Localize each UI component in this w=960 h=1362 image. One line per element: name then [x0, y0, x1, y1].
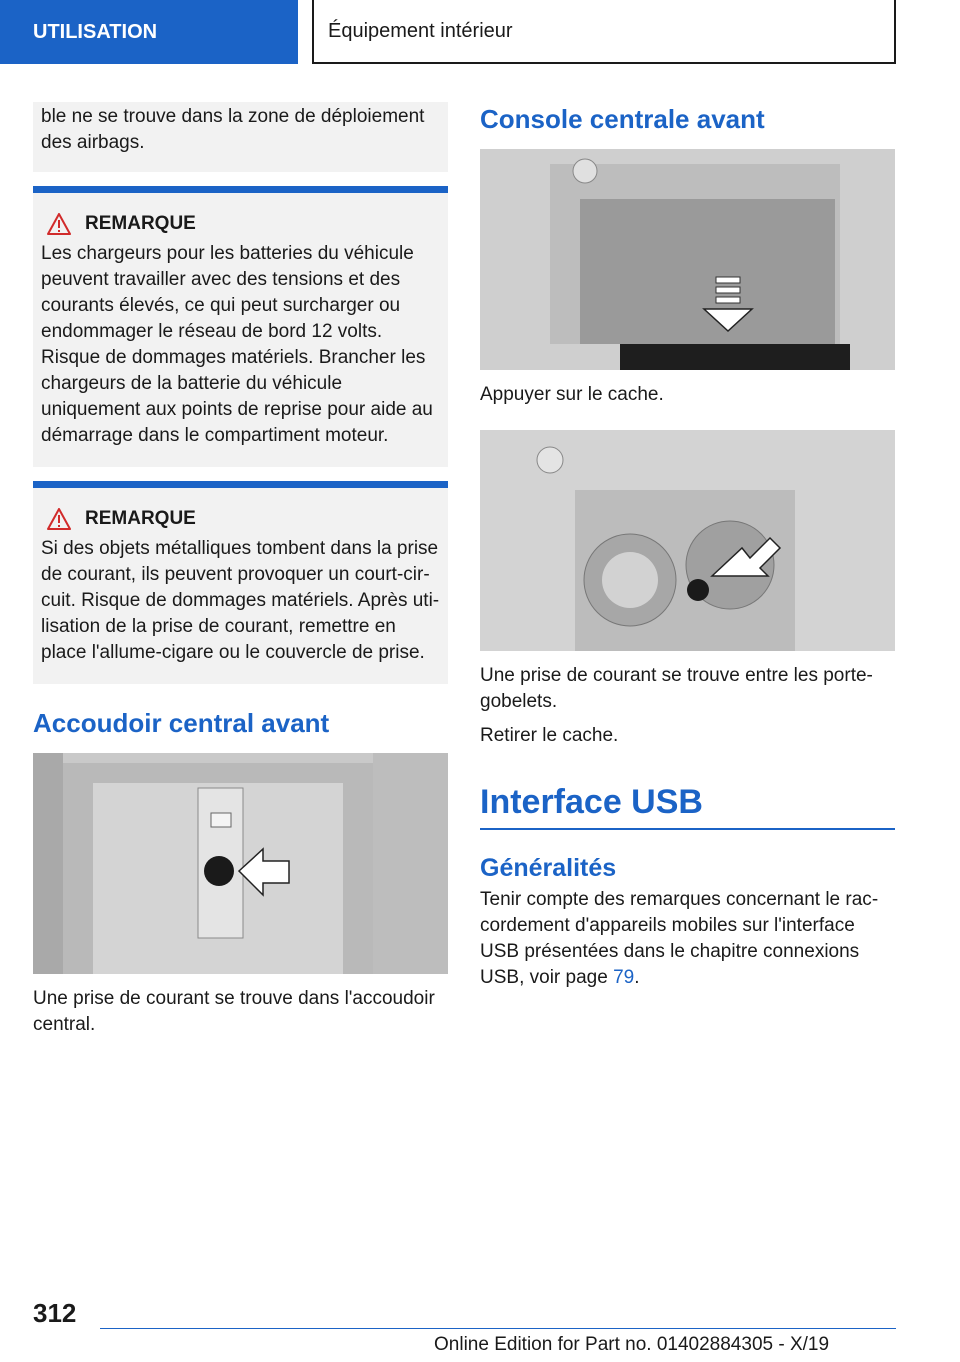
armrest-caption: Une prise de courant se trouve dans l'accoudoir central.: [33, 988, 435, 1035]
left-column: [33, 102, 448, 1038]
right-column: [480, 102, 895, 991]
page-number: 312: [33, 1298, 77, 1328]
heading-general: Généralités: [480, 854, 617, 882]
armrest-socket-photo: [33, 753, 448, 974]
continued-text: ble ne se trouve dans la zone de déploiement des airbags.: [41, 106, 425, 153]
section-heading-console: Console centrale avant: [480, 104, 765, 134]
header-section-tab: UTILISATION: [0, 0, 298, 64]
warning-triangle-icon: [47, 508, 71, 530]
console-cover-photo: [480, 149, 895, 370]
usb-body-sentence: Tenir compte des remarques concernant le raccordement d'appareils mobiles sur l'interface USB présentées dans le chapitre connexions USB, voir page: [480, 889, 879, 988]
usb-body-text: [480, 887, 895, 991]
footer-edition-text: Online Edition for Part no. 01402884305 - X/19: [434, 1334, 830, 1355]
notice-title: REMARQUE: [85, 508, 196, 529]
console-caption-2: Une prise de courant se trouve entre les porte-gobelets.: [480, 665, 873, 712]
notice-box-1: [33, 186, 448, 467]
notice-text: Si des objets métalliques tombent dans la prise de courant, ils peuvent provoquer un court-circuit. Risque de dommages matériels. Après utilisation de la prise de courant, remettre en place l'allume-cigare ou le couvercle de prise.: [41, 538, 440, 663]
notice-title: REMARQUE: [85, 213, 196, 234]
notice-text: Les chargeurs pour les batteries du véhicule peuvent travailler avec des tensions et des courants élevés, ce qui peut surcharger ou endommager le réseau de bord 12 volts. Risque de dommages matériels. Brancher les chargeurs de la batterie du véhicule uniquement aux points de reprise pour aide au démarrage dans le compartiment moteur.: [41, 243, 433, 446]
heading-usb-interface: Interface USB: [480, 783, 895, 830]
warning-triangle-icon: [47, 213, 71, 235]
section-heading-armrest: Accoudoir central avant: [33, 708, 330, 738]
console-socket-photo: [480, 430, 895, 651]
usb-body-end: .: [634, 967, 640, 988]
footer-rule: [100, 1328, 896, 1329]
console-caption-1: Appuyer sur le cache.: [480, 384, 664, 405]
console-caption-3: Retirer le cache.: [480, 725, 619, 746]
header-chapter-title: Équipement intérieur: [312, 0, 896, 64]
notice-box-2: [33, 481, 448, 684]
continued-text-box: [33, 102, 448, 172]
page-reference-link[interactable]: 79: [613, 967, 635, 988]
